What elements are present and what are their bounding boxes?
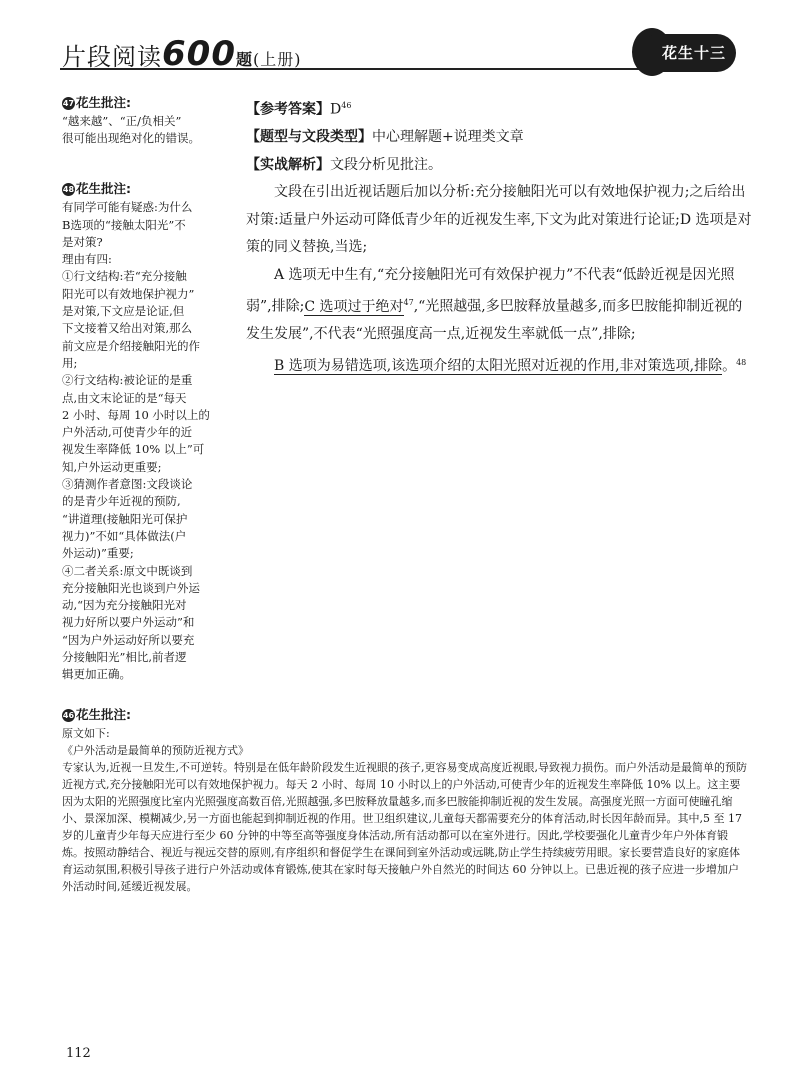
note-line: 辑更加正确。 <box>62 667 131 682</box>
analysis-line <box>246 152 754 180</box>
title-unit: 题 <box>235 50 253 69</box>
brand-logo <box>640 28 736 72</box>
answer-value: D <box>330 101 342 118</box>
note-line: B选项的“接触太阳光”不 <box>62 217 186 232</box>
note-number-badge: 48 <box>62 185 75 194</box>
note-line: 视力好所以要户外运动”和 <box>62 615 195 630</box>
note-line: 前文应是介绍接触阳光的作 <box>62 338 200 353</box>
sidebar-note-47 <box>62 94 222 147</box>
article-body: 专家认为,近视一旦发生,不可逆转。特别是在低年龄阶段发生近视眼的孩子,更容易变成高度近视眼,导致视力损伤。而户外活动是最简单的预防近视方式,充分接触阳光可以有效地保护视力。每天 2 小时、每周 10 小时以上的户外活动,可使青少年的近视发生率降低 10% 以上。这主要因为太阳的光照强度比室内光照强度高数百倍,光照越强,多巴胺释放量越多,而多巴胺能抑制近视的发生发展。高强度光照一方面可使瞳孔缩小、景深加深、模糊减少,另一方面也能起到抑制近视的作用。世卫组织建议,儿童每天都需要充分的体育活动,时长因年龄而异。其中,5 至 17 岁的儿童青少年每天应进行至少 60 分钟的中等至高等强度身体活动,所有活动都可以在室外进行。因此,学校要强化儿童青少年户外体育锻炼。按照动静结合、视近与视远交替的原则,有序组织和督促学生在课间到室外活动或远眺,防止学生持续疲劳用眼。家长要营造良好的家庭体育运动氛围,积极引导孩子进行户外活动或体育锻炼,使其在家时每天接触户外自然光的时间达 60 分钟以上。已患近视的孩子应进一步增加户外活动时间,延缓近视发展。 <box>62 761 747 893</box>
paragraph-2-text-a: A 选项无中生有,“充分接触阳光可有效保护视力”不代表“低龄近视是因光照弱”,排除; <box>246 266 735 315</box>
note-line: 2 小时、每周 10 小时以上的 <box>62 407 210 422</box>
note-heading <box>62 706 748 723</box>
note-line: ④二者关系:原文中既谈到 <box>62 563 193 578</box>
note-line: ①行文结构:若“充分接触 <box>62 269 187 284</box>
note-line: ③猜测作者意图:文段谈论 <box>62 477 193 492</box>
paragraph-3-end: 。 <box>722 358 737 375</box>
note-line: 阳光可以有效地保护视力” <box>62 286 195 301</box>
title-volume: (上册) <box>253 50 302 69</box>
page-number: 112 <box>66 1046 91 1061</box>
header-rule <box>60 68 700 70</box>
title-prefix: 片段阅读 <box>62 43 162 71</box>
answer-line <box>246 92 754 124</box>
answer-note-ref: 46 <box>341 101 352 110</box>
note-number-badge: 47 <box>62 99 75 108</box>
main-content <box>246 92 754 381</box>
answer-label: 【参考答案】 <box>246 101 330 118</box>
note-heading-text: 花生批注: <box>76 707 131 722</box>
type-label: 【题型与文段类型】 <box>246 129 372 146</box>
note-line: 点,由文末论证的是“每天 <box>62 390 187 405</box>
note-line: “因为户外运动好所以要充 <box>62 632 195 647</box>
note-ref-47: 47 <box>403 298 414 308</box>
sidebar-note-48 <box>62 180 222 684</box>
note-line: “讲道理(接触阳光可保护 <box>62 511 188 526</box>
analysis-label: 【实战解析】 <box>246 156 330 173</box>
note-line: 户外活动,可使青少年的近 <box>62 425 193 440</box>
note-line: 是对策? <box>62 234 103 249</box>
type-line <box>246 124 754 152</box>
logo-text: 花生十三 <box>662 44 727 62</box>
note-line: 视发生率降低 10% 以上”可 <box>62 442 205 457</box>
note-number-badge: 46 <box>62 711 75 720</box>
paragraph-3 <box>246 349 754 381</box>
paragraph-2-text-b: ,“光照越强,多巴胺释放量越多,而多巴胺能抑制近视的发生发展”,不代表“光照强度高一点,近视发生率就低一点”,排除; <box>246 298 743 343</box>
note-heading-text: 花生批注: <box>76 95 131 110</box>
note-ref-48: 48 <box>736 357 747 367</box>
note-line: 有同学可能有疑惑:为什么 <box>62 200 193 215</box>
note-line: 的是青少年近视的预防, <box>62 494 181 509</box>
note-intro: 原文如下: <box>62 727 110 740</box>
analysis-value: 文段分析见批注。 <box>330 156 442 173</box>
type-value: 中心理解题+说理类文章 <box>372 129 524 146</box>
note-line: 理由有四: <box>62 252 112 267</box>
title-number: 600 <box>162 34 236 74</box>
article-title: 《户外活动是最简单的预防近视方式》 <box>62 744 249 757</box>
note-line: 动,“因为充分接触阳光对 <box>62 598 187 613</box>
note-line: 下文接着又给出对策,那么 <box>62 321 193 336</box>
bottom-note-46 <box>62 706 748 895</box>
option-b-underline: B 选项为易错选项,该选项介绍的太阳光照对近视的作用,非对策选项,排除 <box>274 358 723 375</box>
note-line: 分接触阳光”相比,前者逻 <box>62 650 187 665</box>
note-line: 视力)”不如“具体做法(户 <box>62 528 187 543</box>
note-line: 充分接触阳光也谈到户外运 <box>62 580 200 595</box>
note-line: 是对策,下文应是论证,但 <box>62 304 185 319</box>
paragraph-2 <box>246 262 754 349</box>
paragraph-1: 文段在引出近视话题后加以分析:充分接触阳光可以有效地保护视力;之后给出对策:适量户外运动可降低青少年的近视发生率,下文为此对策进行论证;D 选项是对策的同义替换,当选; <box>246 184 752 256</box>
note-line: 知,户外运动更重要; <box>62 459 162 474</box>
note-line: “越来越”、“正/负相关” <box>62 114 182 128</box>
note-line: 外运动)”重要; <box>62 546 134 561</box>
note-heading <box>62 180 222 197</box>
note-line: ②行文结构:被论证的是重 <box>62 373 193 388</box>
note-line: 用; <box>62 355 78 370</box>
note-heading-text: 花生批注: <box>76 181 131 196</box>
option-c-underline: C 选项过于绝对 <box>304 298 404 315</box>
note-heading <box>62 94 222 111</box>
note-line: 很可能出现绝对化的错误。 <box>62 131 200 145</box>
